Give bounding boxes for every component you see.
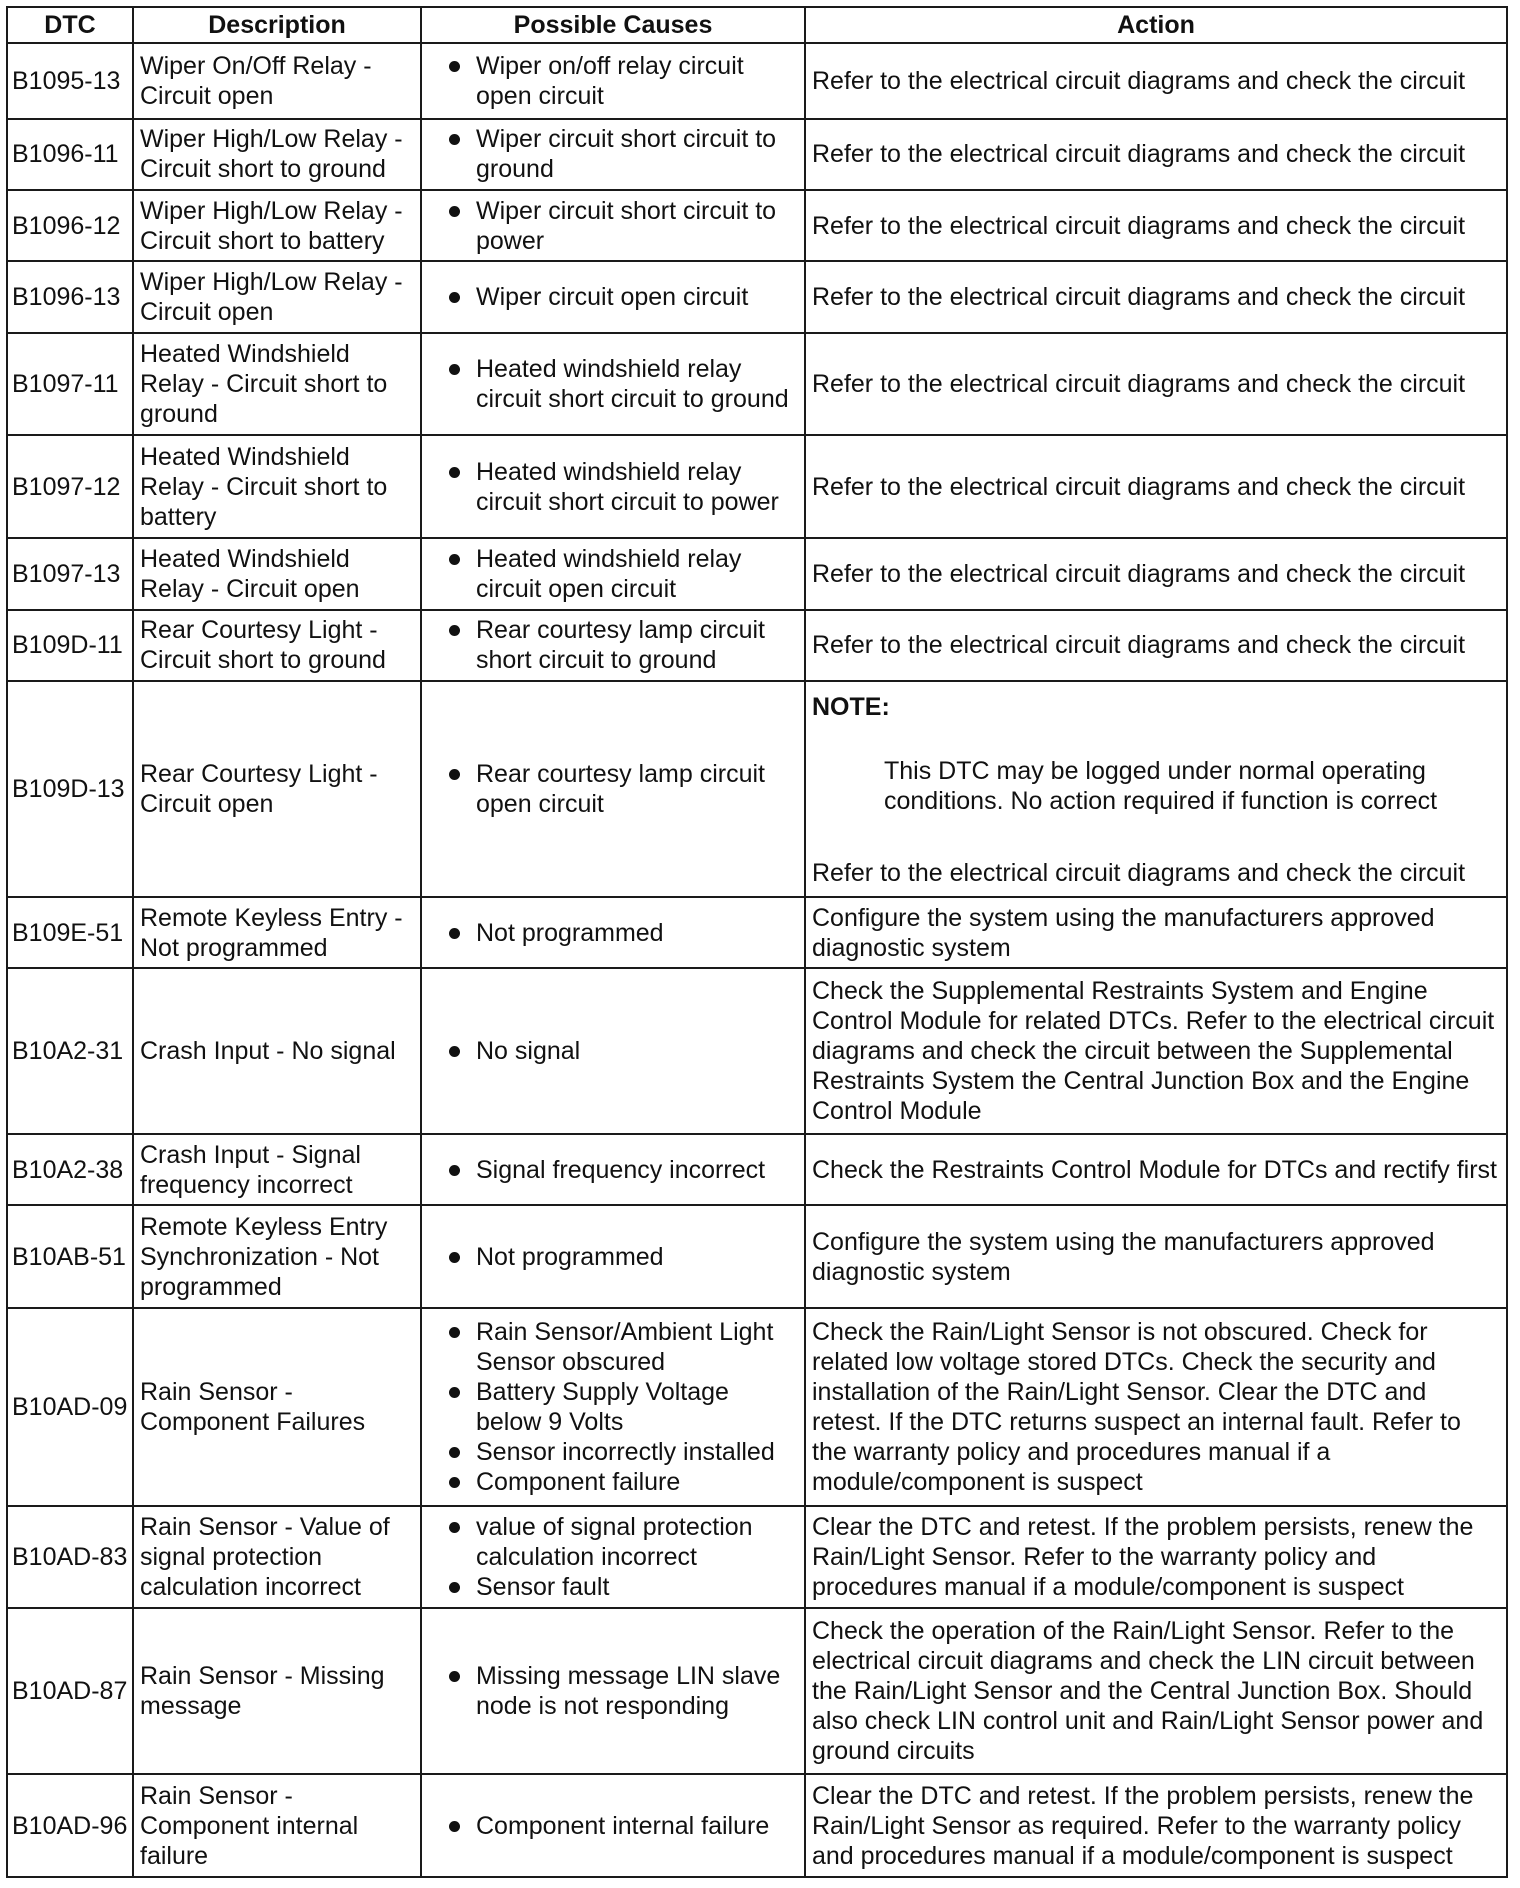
table-row [7, 681, 1507, 897]
table-row [7, 1308, 1507, 1505]
causes-list [428, 457, 798, 517]
dtc-code: B1097-12 [7, 435, 133, 538]
header-description: Description [133, 7, 421, 43]
action: Refer to the electrical circuit diagrams and check the circuit [805, 261, 1507, 332]
causes-list [428, 1155, 798, 1185]
causes-list [428, 544, 798, 604]
note-label: NOTE: [812, 692, 890, 721]
possible-causes [421, 1608, 805, 1774]
cause-item: Wiper circuit open circuit [428, 282, 798, 312]
cause-item: Wiper circuit short circuit to ground [428, 124, 798, 184]
cause-item: Heated windshield relay circuit short circuit to power [428, 457, 798, 517]
action: Configure the system using the manufacturers approved diagnostic system [805, 897, 1507, 968]
table-row [7, 190, 1507, 261]
possible-causes [421, 435, 805, 538]
possible-causes [421, 1506, 805, 1609]
cause-item: Not programmed [428, 918, 798, 948]
cause-item: Rear courtesy lamp circuit open circuit [428, 759, 798, 819]
cause-item: Missing message LIN slave node is not responding [428, 1661, 798, 1721]
action: Refer to the electrical circuit diagrams and check the circuit [805, 435, 1507, 538]
header-action: Action [805, 7, 1507, 43]
dtc-description: Rain Sensor - Component internal failure [133, 1774, 421, 1877]
cause-item: Component internal failure [428, 1811, 798, 1841]
possible-causes [421, 968, 805, 1134]
action: Refer to the electrical circuit diagrams and check the circuit [805, 119, 1507, 190]
table-row [7, 1608, 1507, 1774]
header-row [7, 7, 1507, 43]
causes-list [428, 124, 798, 184]
dtc-description: Remote Keyless Entry Synchronization - Not programmed [133, 1205, 421, 1308]
header-causes: Possible Causes [421, 7, 805, 43]
dtc-description: Crash Input - Signal frequency incorrect [133, 1134, 421, 1205]
table-body [7, 43, 1507, 1877]
causes-list [428, 1242, 798, 1272]
dtc-code: B10AD-83 [7, 1506, 133, 1609]
possible-causes [421, 190, 805, 261]
header-dtc: DTC [7, 7, 133, 43]
dtc-description: Rear Courtesy Light - Circuit open [133, 681, 421, 897]
action: Refer to the electrical circuit diagrams and check the circuit [805, 333, 1507, 436]
dtc-description: Wiper High/Low Relay - Circuit open [133, 261, 421, 332]
dtc-description: Heated Windshield Relay - Circuit short to ground [133, 333, 421, 436]
causes-list [428, 51, 798, 111]
dtc-code: B1096-12 [7, 190, 133, 261]
dtc-table [6, 6, 1508, 1878]
causes-list [428, 1811, 798, 1841]
note-text: This DTC may be logged under normal operating conditions. No action required if function is correct [884, 756, 1438, 815]
action: Check the operation of the Rain/Light Sensor. Refer to the electrical circuit diagrams and check the LIN circuit between the Rain/Light Sensor and the Central Junction Box. Should also check LIN control unit and Rain/Light Sensor power and ground circuits [805, 1608, 1507, 1774]
dtc-code: B1095-13 [7, 43, 133, 119]
dtc-description: Remote Keyless Entry - Not programmed [133, 897, 421, 968]
dtc-description: Heated Windshield Relay - Circuit short to battery [133, 435, 421, 538]
dtc-code: B1096-13 [7, 261, 133, 332]
action: Clear the DTC and retest. If the problem persists, renew the Rain/Light Sensor. Refer to the warranty policy and procedures manual if a module/component is suspect [805, 1506, 1507, 1609]
dtc-code: B109D-11 [7, 610, 133, 681]
dtc-description: Wiper On/Off Relay - Circuit open [133, 43, 421, 119]
dtc-code: B1097-11 [7, 333, 133, 436]
dtc-description: Rear Courtesy Light - Circuit short to ground [133, 610, 421, 681]
causes-list [428, 1661, 798, 1721]
cause-item: Heated windshield relay circuit short circuit to ground [428, 354, 798, 414]
dtc-code: B1097-13 [7, 538, 133, 609]
causes-list [428, 354, 798, 414]
action: Configure the system using the manufacturers approved diagnostic system [805, 1205, 1507, 1308]
possible-causes [421, 119, 805, 190]
dtc-code: B10A2-31 [7, 968, 133, 1134]
table-row [7, 968, 1507, 1134]
dtc-code: B10AD-87 [7, 1608, 133, 1774]
possible-causes [421, 610, 805, 681]
dtc-code: B109D-13 [7, 681, 133, 897]
table-row [7, 1774, 1507, 1877]
action [805, 681, 1507, 897]
dtc-code: B10AD-96 [7, 1774, 133, 1877]
table-row [7, 43, 1507, 119]
cause-item: No signal [428, 1036, 798, 1066]
possible-causes [421, 1774, 805, 1877]
table-row [7, 261, 1507, 332]
cause-item: Wiper on/off relay circuit open circuit [428, 51, 798, 111]
dtc-code: B10AD-09 [7, 1308, 133, 1505]
table-row [7, 333, 1507, 436]
possible-causes [421, 1308, 805, 1505]
cause-item: Rear courtesy lamp circuit short circuit to ground [428, 615, 798, 675]
dtc-description: Wiper High/Low Relay - Circuit short to ground [133, 119, 421, 190]
action: Refer to the electrical circuit diagrams and check the circuit [805, 43, 1507, 119]
cause-item: Wiper circuit short circuit to power [428, 196, 798, 256]
possible-causes [421, 1134, 805, 1205]
cause-item: Sensor fault [428, 1572, 798, 1602]
causes-list [428, 196, 798, 256]
dtc-description: Rain Sensor - Missing message [133, 1608, 421, 1774]
cause-item: Heated windshield relay circuit open circuit [428, 544, 798, 604]
causes-list [428, 1036, 798, 1066]
dtc-code: B1096-11 [7, 119, 133, 190]
table-row [7, 1506, 1507, 1609]
causes-list [428, 1317, 798, 1497]
action-text: Refer to the electrical circuit diagrams and check the circuit [812, 858, 1466, 887]
causes-list [428, 282, 798, 312]
cause-item: Component failure [428, 1467, 798, 1497]
table-row [7, 897, 1507, 968]
possible-causes [421, 538, 805, 609]
action: Check the Rain/Light Sensor is not obscured. Check for related low voltage stored DTCs. Check the security and installation of the Rain/Light Sensor. Clear the DTC and retest. If the DTC returns suspect an internal fault. Refer to the warranty policy and procedures manual if a module/component is suspect [805, 1308, 1507, 1505]
dtc-code: B10AB-51 [7, 1205, 133, 1308]
dtc-description: Wiper High/Low Relay - Circuit short to battery [133, 190, 421, 261]
possible-causes [421, 43, 805, 119]
causes-list [428, 918, 798, 948]
action: Check the Restraints Control Module for DTCs and rectify first [805, 1134, 1507, 1205]
dtc-description: Rain Sensor - Component Failures [133, 1308, 421, 1505]
table-row [7, 1205, 1507, 1308]
causes-list [428, 615, 798, 675]
action: Refer to the electrical circuit diagrams and check the circuit [805, 538, 1507, 609]
table-row [7, 435, 1507, 538]
possible-causes [421, 1205, 805, 1308]
dtc-code: B109E-51 [7, 897, 133, 968]
table-row [7, 610, 1507, 681]
action: Clear the DTC and retest. If the problem persists, renew the Rain/Light Sensor as required. Refer to the warranty policy and procedures manual if a module/component is suspect [805, 1774, 1507, 1877]
table-row [7, 119, 1507, 190]
cause-item: Battery Supply Voltage below 9 Volts [428, 1377, 798, 1437]
table-row [7, 538, 1507, 609]
cause-item: Rain Sensor/Ambient Light Sensor obscured [428, 1317, 798, 1377]
cause-item: Signal frequency incorrect [428, 1155, 798, 1185]
dtc-description: Heated Windshield Relay - Circuit open [133, 538, 421, 609]
dtc-description: Crash Input - No signal [133, 968, 421, 1134]
possible-causes [421, 333, 805, 436]
cause-item: value of signal protection calculation incorrect [428, 1512, 798, 1572]
causes-list [428, 759, 798, 819]
action: Refer to the electrical circuit diagrams and check the circuit [805, 610, 1507, 681]
causes-list [428, 1512, 798, 1602]
possible-causes [421, 897, 805, 968]
possible-causes [421, 261, 805, 332]
cause-item: Not programmed [428, 1242, 798, 1272]
dtc-code: B10A2-38 [7, 1134, 133, 1205]
possible-causes [421, 681, 805, 897]
table-row [7, 1134, 1507, 1205]
action: Refer to the electrical circuit diagrams and check the circuit [805, 190, 1507, 261]
dtc-description: Rain Sensor - Value of signal protection calculation incorrect [133, 1506, 421, 1609]
action: Check the Supplemental Restraints System and Engine Control Module for related DTCs. Refer to the electrical circuit diagrams and check the circuit between the Supplemental Restraints System the Central Junction Box and the Engine Control Module [805, 968, 1507, 1134]
cause-item: Sensor incorrectly installed [428, 1437, 798, 1467]
